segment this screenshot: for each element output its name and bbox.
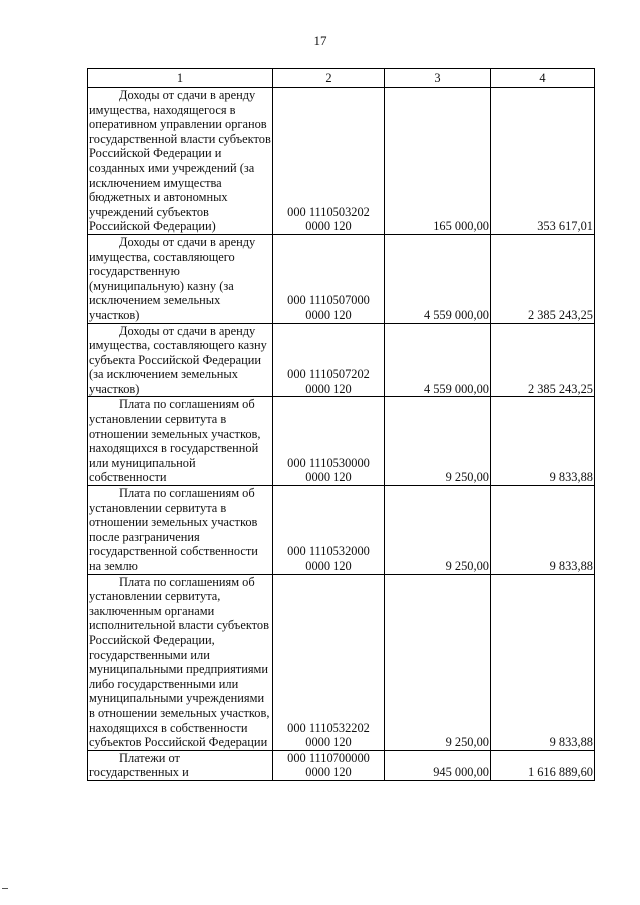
row-code xyxy=(273,88,385,235)
row-code xyxy=(273,750,385,780)
header-col-3: 3 xyxy=(385,69,491,88)
row-description xyxy=(88,486,273,575)
table-row xyxy=(88,234,595,323)
row-description xyxy=(88,397,273,486)
code-line-2: 0000 120 xyxy=(305,470,352,485)
row-description xyxy=(88,323,273,397)
row-value-col4: 9 833,88 xyxy=(491,486,595,575)
row-value-col3: 4 559 000,00 xyxy=(385,323,491,397)
table-header-row xyxy=(88,69,595,88)
row-value-col3: 9 250,00 xyxy=(385,486,491,575)
code-line-1: 000 1110503202 xyxy=(287,204,370,219)
row-value-col4: 9 833,88 xyxy=(491,397,595,486)
table-row xyxy=(88,750,595,780)
row-code xyxy=(273,397,385,486)
row-description xyxy=(88,574,273,750)
row-value-col3: 9 250,00 xyxy=(385,397,491,486)
row-value-col4: 1 616 889,60 xyxy=(491,750,595,780)
code-line-2: 0000 120 xyxy=(305,219,352,234)
table-row xyxy=(88,323,595,397)
row-description xyxy=(88,750,273,780)
table-row xyxy=(88,574,595,750)
row-value-col4: 9 833,88 xyxy=(491,574,595,750)
code-line-1: 000 1110507202 xyxy=(287,367,370,382)
row-description-text: Доходы от сдачи в аренду имущества, составляющего государственную (муниципальную) казну (за исключением земельных участков) xyxy=(89,234,256,322)
table-row xyxy=(88,486,595,575)
revenue-table xyxy=(87,68,595,781)
row-value-col3: 165 000,00 xyxy=(385,88,491,235)
row-description-text: Платежи от государственных и xyxy=(89,750,189,780)
row-code xyxy=(273,323,385,397)
row-value-col3: 945 000,00 xyxy=(385,750,491,780)
code-line-1: 000 1110532000 xyxy=(287,544,370,559)
row-value-col4: 353 617,01 xyxy=(491,88,595,235)
row-description-text: Доходы от сдачи в аренду имущества, находящегося в оперативном управлении органов государственной власти субъектов Российской Федерации и созданных ими учреждений (за исключением имущества бюджетных и автономных учреждений субъектов Российской Федерации) xyxy=(89,88,271,234)
code-line-1: 000 1110530000 xyxy=(287,455,370,470)
table-row xyxy=(88,397,595,486)
row-value-col3: 4 559 000,00 xyxy=(385,234,491,323)
row-description-text: Плата по соглашениям об установлении сервитута в отношении земельных участков после разграничения государственной собственности на землю xyxy=(89,486,258,573)
scan-edge-mark xyxy=(2,888,8,889)
table-row xyxy=(88,88,595,235)
row-code xyxy=(273,574,385,750)
code-line-2: 0000 120 xyxy=(305,765,352,780)
code-line-2: 0000 120 xyxy=(305,735,352,750)
code-line-2: 0000 120 xyxy=(305,559,352,573)
row-description-text: Плата по соглашениям об установлении сервитута, заключенным органами исполнительной власти субъектов Российской Федерации, государственными или муниципальными предприятиями либо государственными или муниципальными учреждениями в отношении земельных участков, находящихся в собственности субъектов Российской Федерации xyxy=(89,574,270,750)
row-description-text: Плата по соглашениям об установлении сервитута в отношении земельных участков, находящихся в государственной или муниципальной собственности xyxy=(89,397,261,485)
row-value-col4: 2 385 243,25 xyxy=(491,323,595,397)
page-number: 17 xyxy=(313,33,327,48)
row-description xyxy=(88,234,273,323)
row-value-col4: 2 385 243,25 xyxy=(491,234,595,323)
header-col-1: 1 xyxy=(88,69,273,88)
row-description-text: Доходы от сдачи в аренду имущества, составляющего казну субъекта Российской Федерации (за исключением земельных участков) xyxy=(89,323,267,396)
row-code xyxy=(273,486,385,575)
header-col-2: 2 xyxy=(273,69,385,88)
header-col-4: 4 xyxy=(491,69,595,88)
code-line-2: 0000 120 xyxy=(305,307,352,322)
row-value-col3: 9 250,00 xyxy=(385,574,491,750)
code-line-1: 000 1110700000 xyxy=(287,750,370,765)
code-line-2: 0000 120 xyxy=(305,381,352,396)
row-description xyxy=(88,88,273,235)
row-code xyxy=(273,234,385,323)
code-line-1: 000 1110532202 xyxy=(287,720,370,735)
code-line-1: 000 1110507000 xyxy=(287,293,370,308)
